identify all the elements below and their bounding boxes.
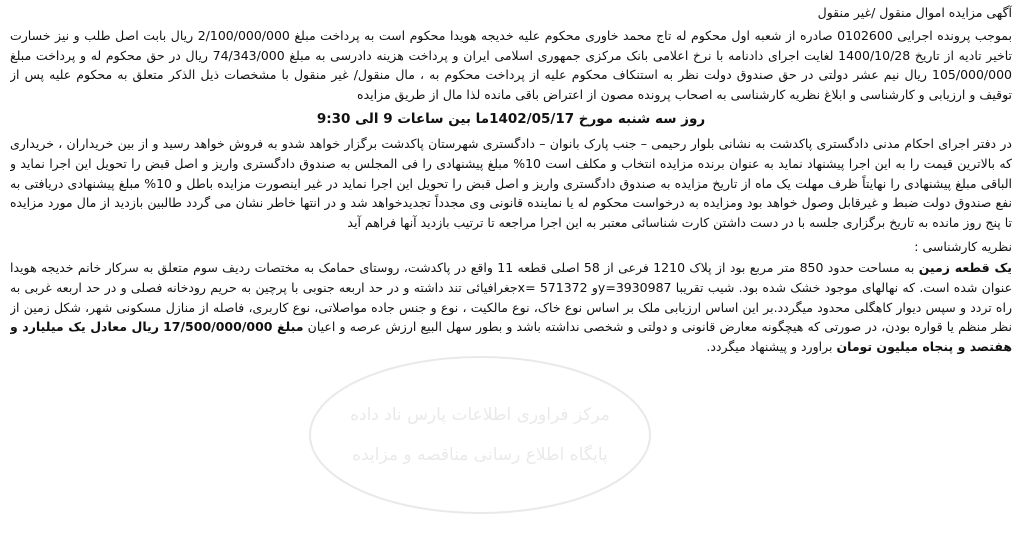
watermark-line-1: مرکز فراوری اطلاعات پارس ناد داده bbox=[350, 405, 610, 425]
appraised-price-words: ریال معادل یک میلیارد و هفتصد و پنجاه میلیون تومان bbox=[10, 319, 1012, 354]
property-type-label: یک قطعه زمین bbox=[918, 260, 1012, 276]
property-description: به مساحت حدود 850 متر مربع بود از پلاک 1210 فرعی از 58 اصلی قطعه 11 واقع در پاکدشت، روستای حمامک به مختصات ردیف سوم متعلق به سرکار خانم خدیجه هویدا عنوان شده است. که نهالهای موجود خشک شده بود. شیب تقریبا 3930987=yو 571372 =xجغرافیائی تند داشته و در حد اربعه جنوبی با پرچین به حریم رودخانه فصلی و در حد اربعه غربی به راه تردد و سپس دیوار کاهگلی محدود میگردد.بر این اساس ارزیابی ملک بر اساس نوع خاک، نوع مالکیت ، نوع و جنس جاده مواصلاتی، نوع کاربری، فاصله از منازل مسکونی شهر، شکل زمین از نظر منظم یا قواره بودن، در صورتی که هیچگونه معارض قانونی و دولتی و شخصی نداشته باشد و بطور سهل البیع ارزش عرصه و اعیان bbox=[10, 260, 1012, 335]
auction-notice bbox=[10, 2, 1012, 541]
auction-procedure-paragraph: در دفتر اجرای احکام مدنی دادگستری پاکدشت به نشانی بلوار رحیمی – جنب پارک بانوان – دادگستری شهرستان پاکدشت برگزار خواهد شدو به فروش خواهد رسید و از بین خریداران ، خریداری که بالاترین قیمت را به این اجرا پیشنهاد نماید به عنوان برنده مزایده انتخاب و مکلف است 10% مبلغ پیشنهادی را فی المجلس به صندوق دادگستری واریز و اصل قبض را تحویل این اجرا نماید و الباقی مبلغ پیشنهادی را نهایتاً ظرف مهلت یک ماه از تاریخ مزایده به صندوق دادگستری واریز و اصل قبض را تحویل این اجرا نماید در غیر اینصورت مزایده باطل و 10% مبلغ پیشنهادی دریافتی به نفع صندوق دولت ضبط و غیرقابل وصول خواهد بود ومزایده به درخواست محکوم له یا نماینده قانونی وی مجدداً تجدیدخواهد شد و در انتها خاطر نشان می گردد طالبین بازدید از مال مورد مزایده تا پنج روز مانده به تاریخ برگزاری جلسه با در دست داشتن کارت شناسائی معتبر به این اجرا مراجعه تا ترتیب بازدید آنها فراهم آید bbox=[10, 136, 1012, 230]
expert-opinion-heading: نظریه کارشناسی : bbox=[914, 239, 1012, 255]
appraised-price: مبلغ 17/500/000/000 bbox=[163, 319, 304, 335]
notice-title: آگهی مزایده اموال منقول /غیر منقول bbox=[817, 5, 1012, 20]
expert-opinion-paragraph bbox=[10, 258, 1012, 356]
notice-intro-paragraph: بموجب پرونده اجرایی 0102600 صادره از شعبه اول محکوم له تاج محمد خاوری محکوم علیه خدیجه هویدا محکوم است به پرداخت مبلغ 2/100/000/000 ریال بابت اصل طلب و نیز خسارت تاخیر تادیه از تاریخ 1400/10/28 لغایت اجرای دادنامه با نرخ اعلامی بانک مرکزی جمهوری اسلامی ایران و پرداخت هزینه دادرسی به مبلغ 74/343/000 ریال در حق محکوم له و پرداخت مبلغ 105/000/000 ریال نیم عشر دولتی در حق صندوق دولت نظر به استنکاف محکوم علیه از پرداخت محکوم به ، مال منقول/ غیر منقول با مشخصات ذیل الذکر متعلق به محکوم علیه پس از توقیف و ارزیابی و کارشناسی و ابلاغ نظریه کارشناسی به اصحاب پرونده مصون از اعتراض باقی مانده لذا مال از طریق مزایده bbox=[10, 28, 1012, 102]
closing-text: براورد و پیشنهاد میگردد. bbox=[706, 338, 837, 354]
auction-session-time: روز سه شنبه مورخ 1402/05/17ما بین ساعات 9 الی 9:30 bbox=[316, 111, 706, 128]
watermark-line-2: پایگاه اطلاع رسانی مناقصه و مزایده bbox=[352, 445, 608, 465]
